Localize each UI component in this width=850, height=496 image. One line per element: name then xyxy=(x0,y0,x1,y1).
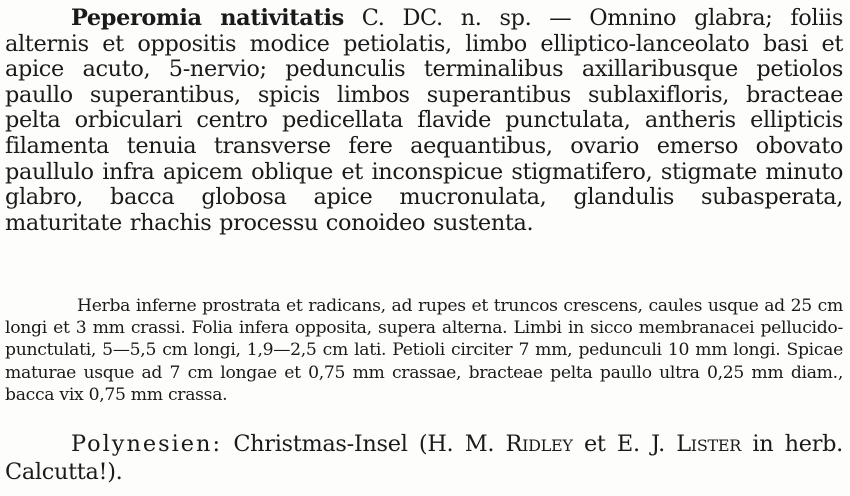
latin-diagnosis: Omnino glabra; foliis alternis et oppositis modice petiolatis, limbo elliptico-lanceolato basi et apice acuto, 5-nervio; pedunculis terminalibus axillaribusque petiolos paullo superantibus, spicis limbos superantibus sublaxifloris, bracteae pelta orbiculari centro pedicellata flavide punctulata, antheris ellipticis filamenta tenuia transverse fere aequantibus, ovario emerso obovato paullulo infra apicem oblique et inconspicue stigmatifero, stigmate minuto glabro, bacca globosa apice mucronulata, glandulis subasperata, maturitate rhachis processu conoideo sustenta. xyxy=(5,5,843,236)
species-description xyxy=(5,6,843,236)
locality-text-middle: et E. J. xyxy=(572,431,677,457)
locality-text-before: Christmas-Insel (H. M. xyxy=(222,431,506,457)
locality-text-after: in herb. Calcutta!). xyxy=(5,431,843,485)
species-name: Peperomia nativitatis xyxy=(71,5,344,31)
notes-text: Herba inferne prostrata et radicans, ad rupes et truncos crescens, caules usque ad 25 cm longi et 3 mm crassi. Folia infera opposita, supera alterna. Limbi in sicco membranacei pellucido-punctulati, 5—5,5 cm longi, 1,9—2,5 cm lati. Petioli circiter 7 mm, pedunculi 10 mm longi. Spicae maturae usque ad 7 cm longae et 0,75 mm crassae, bracteae pelta paullo ultra 0,25 mm diam., bacca vix 0,75 mm crassa. xyxy=(5,296,843,405)
species-notes xyxy=(5,295,843,406)
species-authority: C. DC. n. sp. — xyxy=(361,5,590,31)
collector-ridley: Ridley xyxy=(505,431,573,457)
locality-record xyxy=(5,430,843,486)
collector-lister: Lister xyxy=(676,431,741,457)
locality-region: Polynesien: xyxy=(71,431,222,457)
